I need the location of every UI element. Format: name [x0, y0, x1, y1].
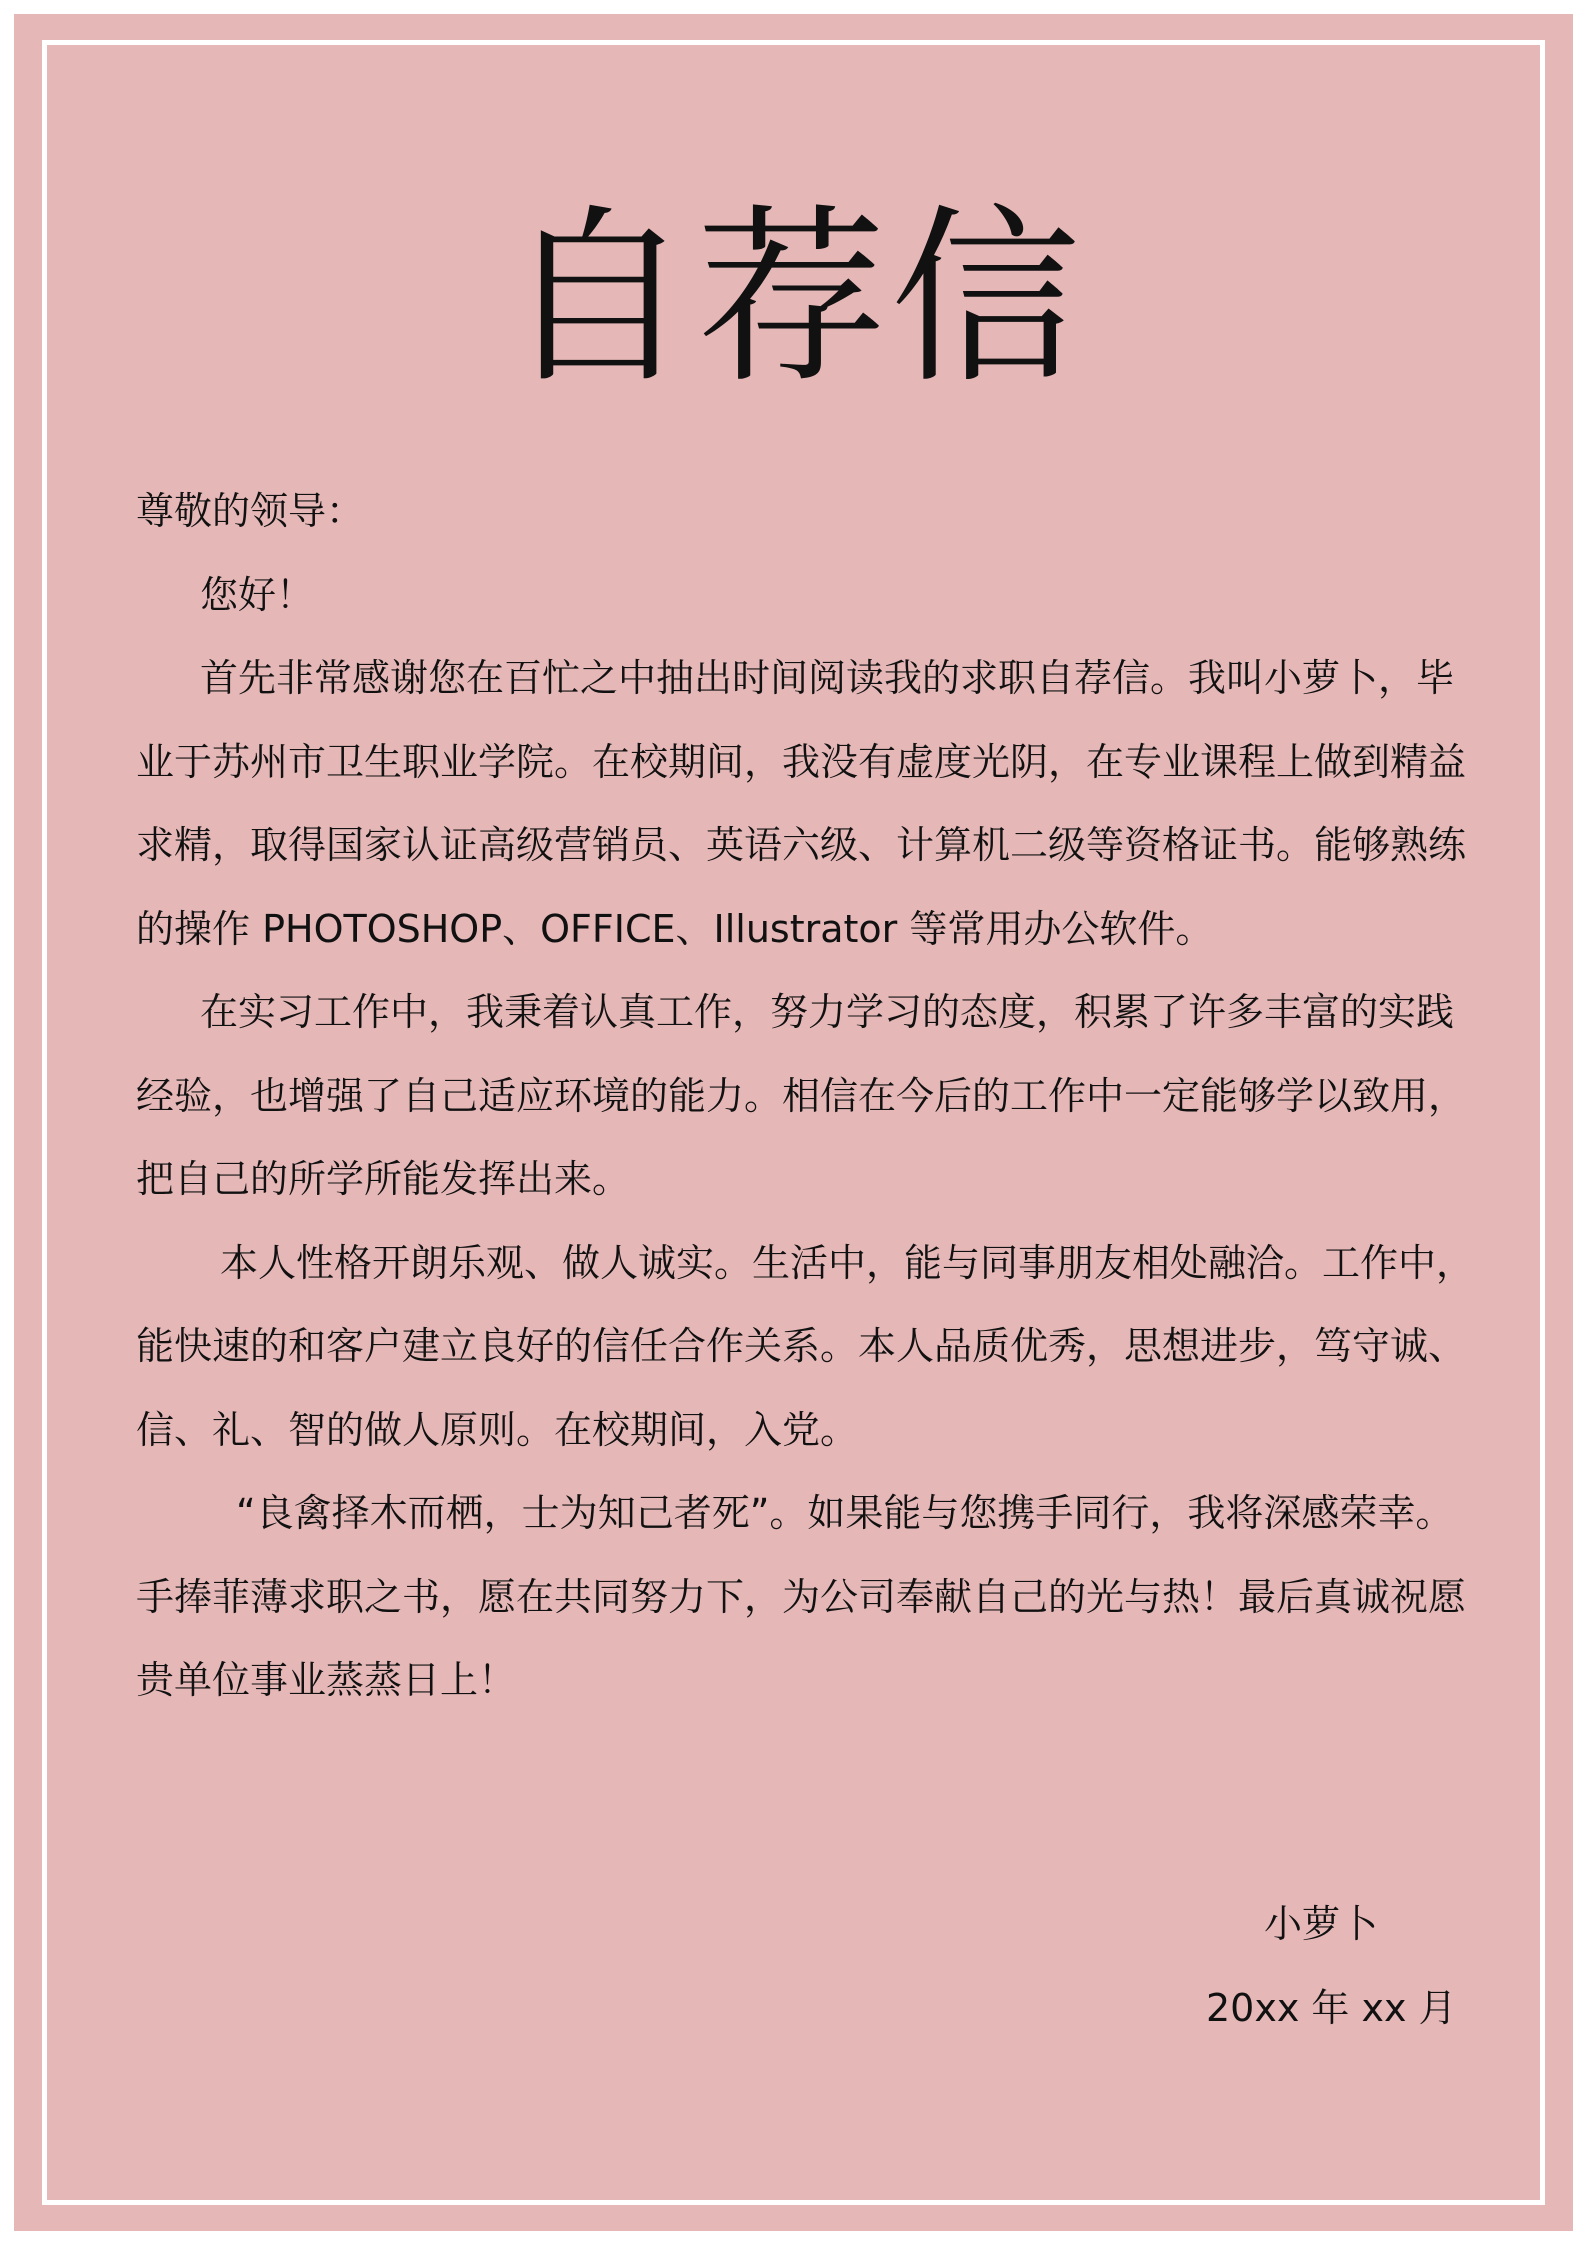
signature-date: 20xx 年 xx 月: [1206, 1986, 1457, 2030]
greeting: 您好！: [200, 572, 315, 617]
letter-title: 自荐信: [502, 188, 1085, 409]
letter-page: [14, 14, 1573, 2231]
signature-name: 小萝卜: [1264, 1902, 1379, 1946]
paragraph-intro: 首先非常感谢您在百忙之中抽出时间阅读我的求职自荐信。我叫小萝卜，毕业于苏州市卫生职业学院。在校期间，我没有虚度光阴，在专业课程上做到精益求精，取得国家认证高级营销员、英语六级、计算机二级等资格证书。能够熟练的操作 PHOTOSHOP、OFFICE、Illustrator 等常用办公软件。: [136, 656, 1467, 951]
paragraph-closing: “良禽择木而栖，士为知己者死”。如果能与您携手同行，我将深感荣幸。手捧菲薄求职之书，愿在共同努力下，为公司奉献自己的光与热！最后真诚祝愿贵单位事业蒸蒸日上！: [136, 1491, 1467, 1702]
paragraph-personality: 本人性格开朗乐观、做人诚实。生活中，能与同事朋友相处融洽。工作中，能快速的和客户建立良好的信任合作关系。本人品质优秀，思想进步，笃守诚、信、礼、智的做人原则。在校期间，入党。: [136, 1240, 1475, 1452]
letter-body: [136, 470, 1486, 1723]
salutation: 尊敬的领导：: [136, 489, 365, 533]
paragraph-internship: 在实习工作中，我秉着认真工作，努力学习的态度，积累了许多丰富的实践经验，也增强了自己适应环境的能力。相信在今后的工作中一定能够学以致用，把自己的所学所能发挥出来。: [136, 990, 1467, 1201]
